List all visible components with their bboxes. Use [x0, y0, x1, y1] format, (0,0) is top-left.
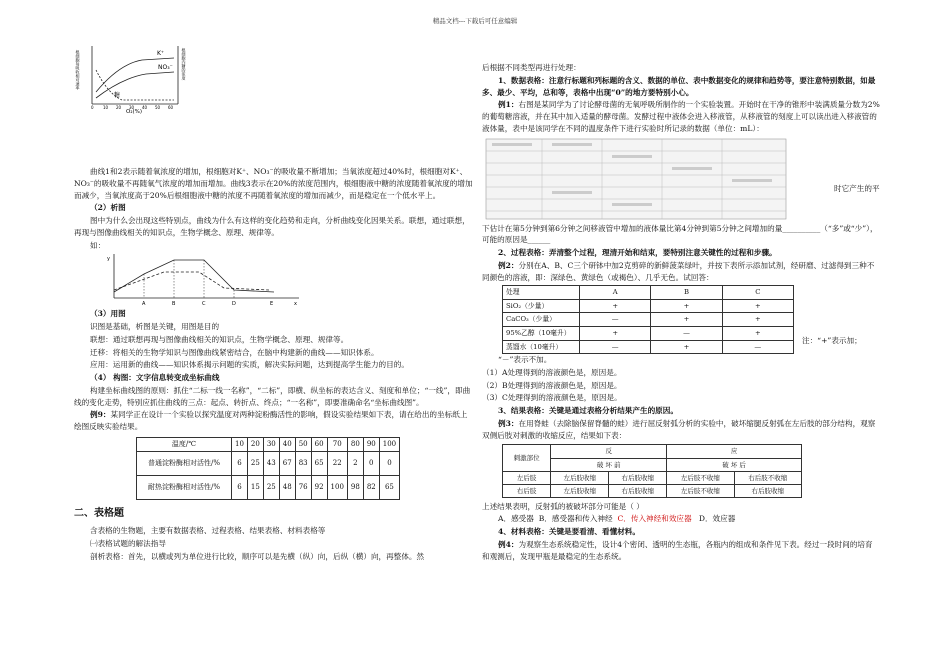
- left-column: [74, 42, 474, 564]
- example-9: 例9：某同学正在设计一个实验以探究温度对两种淀粉酶活性的影响，假设实验结果如下表，请在给出的坐标纸上绘图反映实验结果。: [74, 410, 468, 432]
- table-reflex-arc: [502, 444, 802, 497]
- svg-text:E: E: [270, 301, 274, 307]
- svg-text:30: 30: [129, 105, 135, 110]
- svg-text:x: x: [294, 301, 297, 307]
- question3: 上述结果表明，反射弧的被破坏部分可能是（ ）: [482, 501, 644, 511]
- item1-title: 1、数据表格：注意行标题和列标题的含义、数据的单位、表中数据变化的规律和趋势等，要注意特别数据，如最多、最少、平均，总和等，表格中出现“0”的地方要特别小心。: [482, 75, 876, 97]
- page-header: 精品文档---下载后可任意编辑: [432, 17, 518, 25]
- table-row: 耐热淀粉酶相对活性/% 6 15 25 48 76 92 100 98 82 65: [137, 475, 400, 499]
- use-line-2: 联想：通过联想再现与图像曲线相关的知识点，生物学概念、原理、规律等。: [90, 334, 349, 344]
- svg-text:20: 20: [116, 105, 122, 110]
- x-axis-label: O₂(%): [126, 109, 143, 114]
- example1-question: 下估计在第5分钟到第6分钟之间移液管中增加的液体量比第4分钟到第5分钟之间增加的量__________（“多”或“少”），可能的原因是______: [482, 223, 878, 245]
- table-row: 蒸馏水（10毫升） — + —: [503, 340, 794, 354]
- section2-paragraph-3: 剖析表格：首先，以横或列为单位进行比较，顺序可以是先横（纵）向，后纵（横）向，再整体。然: [90, 551, 425, 561]
- table-row: 处理 A B C: [503, 286, 794, 300]
- no3-label: NO₃⁻: [158, 64, 173, 71]
- table-enzyme-activity: [136, 437, 400, 500]
- sugar-curve: [96, 70, 174, 100]
- paragraph-intro: 后根据不同类型再进行处理：: [482, 63, 581, 72]
- paragraph-build: 构建坐标曲线图的原则：抓住“二标一线一名称”，“二标”，即横、纵坐标的表达含义、刻度和单位；“一线”，即曲线的变化走势，特别应抓住曲线的三点：起点、转折点、终点；“一名称”，即要准确命名“坐标曲线图”。: [74, 385, 471, 407]
- section2-paragraph-1: 含表格的生物题，主要有数据表格、过程表格、结果表格、材料表格等: [90, 526, 326, 536]
- question3-options: [482, 513, 880, 525]
- item2-title: 2、过程表格：弄清整个过程，理清开始和结束，要特别注意关键性的过程和步骤。: [498, 248, 777, 258]
- table2-note: 注：“+”表示加；: [802, 336, 862, 346]
- svg-text:0: 0: [91, 105, 94, 110]
- example-3: 例3：在用脊蛙（去除脑保留脊髓的蛙）进行屈反射弧分析的实验中，破坏缩腿反射弧在左后肢的部分结构，观察双侧后肢对刺激的收缩反应，结果如下表：: [482, 418, 876, 440]
- svg-text:60: 60: [168, 105, 174, 110]
- svg-text:B: B: [172, 301, 176, 307]
- question2-3: （3）C处理得到的溶液颜色是，原因是。: [482, 393, 622, 403]
- item4-title: 4、材料表格：关键是要看清、看懂材料。: [498, 527, 640, 537]
- paragraph-curve-explanation: 曲线1和2表示随着氧浓度的增加，根细胞对K⁺、NO₃⁻的吸收量不断增加；当氧浓度超过40%时，根细胞对K⁺、NO₃⁻的吸收量不再随氧气浓度的增加而增加。曲线3表示在20%的浓度范围内，根细胞液中糖的浓度随着氧浓度的增加而减少，当氧浓度高于20%后根细胞液中糖的浓度不再随着氧浓度的增加而减少，而是稳定在一个低水平上。: [74, 167, 473, 200]
- table-pigment-treatment: [502, 285, 794, 354]
- option-b: B．感受器和传入神经: [538, 514, 613, 524]
- sugar-label: 糖: [114, 92, 121, 99]
- option-c: C．传入神经和效应器: [617, 514, 692, 524]
- example-2: 例2：分别在A、B、C三个研钵中加2克剪碎的新鲜菠菜绿叶，并按下表所示添加试剂，经研磨、过滤得到三种不同颜色的溶液，即：深绿色、黄绿色（或褐色）、几乎无色。试回答：: [482, 260, 875, 282]
- table-row: 右后肢 左后肢收缩 右后肢收缩 左后肢不收缩 右后肢收缩: [503, 484, 802, 497]
- k-label: K⁺: [157, 50, 165, 57]
- heading-use: （3）用图: [90, 309, 126, 319]
- x-ticks: [91, 105, 174, 110]
- section-title-tables: 二、表格题: [74, 507, 124, 519]
- table2-note-2: “－”表示不加。: [498, 355, 552, 365]
- right-column: [482, 62, 880, 564]
- no3-curve: [96, 72, 174, 98]
- question2-2: （2）B处理得到的溶液颜色是，原因是。: [482, 380, 622, 390]
- example1-tail: 时它产生的平: [834, 183, 880, 193]
- table-row: 左后肢 左后肢收缩 右后肢收缩 左后肢不收缩 右后肢不收缩: [503, 471, 802, 484]
- y-axis-right-label: 根细胞内糖的浓度: [181, 48, 187, 80]
- blurred-data-table: [482, 137, 880, 221]
- option-d: D．效应器: [698, 514, 736, 524]
- svg-text:y: y: [107, 256, 110, 263]
- table-row: 刺激部位 反 应: [503, 445, 802, 458]
- option-a: A．感受器: [498, 514, 534, 524]
- table-row: 95%乙醇（10毫升） + — +: [503, 327, 794, 341]
- curve-solid: [114, 260, 274, 292]
- y-axis-left-label: 根细胞每吸收相对速率: [75, 50, 81, 90]
- table-row: 温度/℃ 10 20 30 40 50 60 70 80 90 100: [137, 438, 400, 452]
- heading-analysis: （2）析图: [90, 203, 126, 213]
- svg-text:40: 40: [142, 105, 148, 110]
- use-line-3: 迁移：将相关的生物学知识与图像曲线紧密结合，在脑中构建新的曲线——知识体系。: [90, 347, 379, 357]
- example-lead: 如：: [90, 240, 106, 250]
- heading-build: （4） 构图：文字信息转变成坐标曲线: [90, 373, 220, 383]
- paragraph-analysis: 图中为什么会出现这些特别点，曲线为什么有这样的变化趋势和走向，分析曲线变化因果关系。联想，通过联想，再现与图像曲线相关的知识点，生物学概念、原理、规律等。: [74, 216, 470, 237]
- svg-text:10: 10: [103, 105, 109, 110]
- svg-text:D: D: [232, 301, 236, 307]
- table-row: 普通淀粉酶相对活性/% 6 25 43 67 83 65 22 2 0 0: [137, 451, 400, 475]
- item3-title: 3、结果表格：关键是通过表格分析结果产生的原因。: [498, 406, 678, 416]
- example-4: 例4：为观察生态系统稳定性，设计4个密闭、透明的生态瓶，各瓶内的组成和条件见下表。经过一段时间的培育和观测后，发现甲瓶是最稳定的生态系统。: [482, 539, 873, 561]
- svg-text:50: 50: [155, 105, 161, 110]
- curve-example-figure: [104, 252, 304, 306]
- section2-paragraph-2: ㈠表格试题的解法指导: [90, 539, 166, 549]
- svg-text:C: C: [202, 301, 206, 307]
- use-line-4: 应用：运用新的曲线——知识体系揭示问题的实质，解决实际问题，达到提高学生能力的目的。: [90, 360, 409, 370]
- use-line-1: 识图是基础，析图是关键，用图是目的: [90, 322, 220, 332]
- svg-text:A: A: [142, 301, 146, 307]
- example-1: 例1：右图是某同学为了讨论酵母菌的无氧呼吸所制作的一个实验装置。开始时在干净的锥形中装满质量分数为2%的葡萄糖溶液，并在其中加入适量的酵母菌。发酵过程中液体会进入移液管，从移液管的刻度上可以读出进入移液管的液体量，表中是该同学在不同的温度条件下进行实验时所记录的数据（单位：mL）：: [482, 100, 880, 133]
- curve-dashed: [114, 272, 269, 290]
- question2-1: （1）A处理得到的溶液颜色是，原因是。: [482, 367, 622, 377]
- table-row: SiO₂（少量） + + +: [503, 299, 794, 313]
- table-row: 破 坏 前 破 坏 后: [503, 458, 802, 471]
- table-row: CaCO₃（少量） — + +: [503, 313, 794, 327]
- oxygen-uptake-figure: [74, 42, 194, 114]
